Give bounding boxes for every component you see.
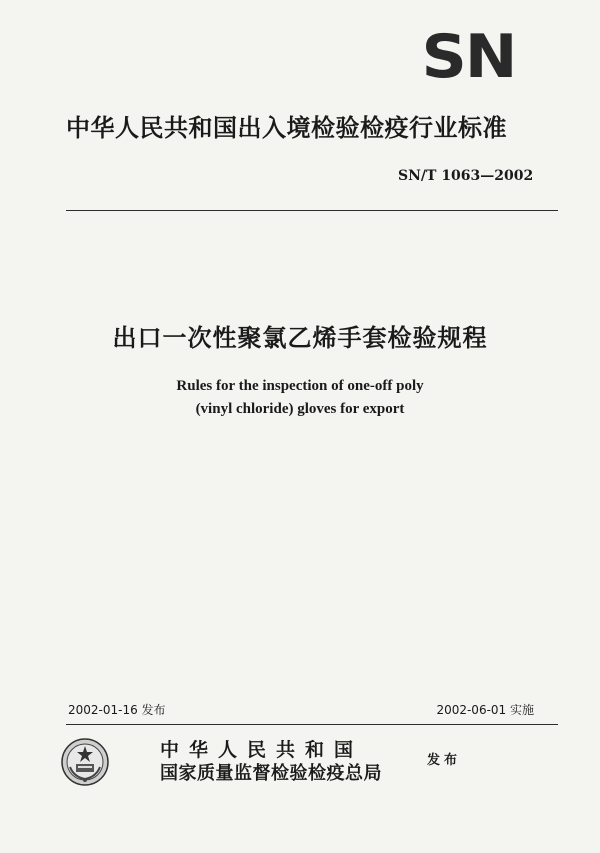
issuer-line-2: 国家质量监督检验检疫总局 [160,763,382,784]
issue-date: 2002-01-16 发布 [68,703,166,717]
english-title-line-1: Rules for the inspection of one-off poly [176,378,424,394]
top-divider [66,210,558,211]
national-emblem-icon [60,737,110,787]
bottom-divider [66,724,558,725]
publish-label: 发布 [427,753,462,768]
document-title-chinese: 出口一次性聚氯乙烯手套检验规程 [112,324,488,352]
document-title-english [0,375,600,421]
sn-logo-text: SN [421,22,516,92]
standard-number: SN/T 1063—2002 [398,168,534,184]
english-title-line-2: (vinyl chloride) gloves for export [195,401,405,417]
issuer-line-1: 中华人民共和国 [160,739,364,761]
implementation-date: 2002-06-01 实施 [436,703,534,717]
sn-logo [421,22,527,92]
org-title: 中华人民共和国出入境检验检疫行业标准 [66,114,507,142]
